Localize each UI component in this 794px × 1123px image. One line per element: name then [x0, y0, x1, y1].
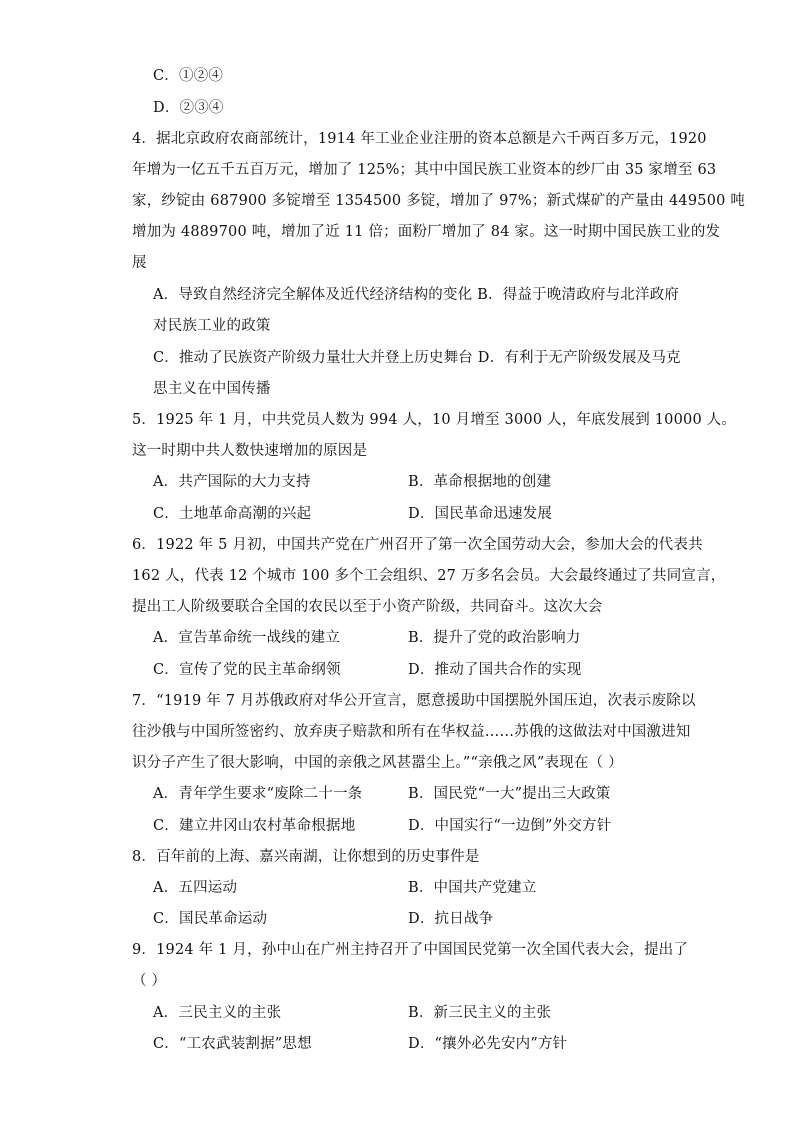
q4-stem-line-1: 4．据北京政府农商部统计，1914 年工业企业注册的资本总额是六千两百多万元，1920 [132, 131, 707, 147]
q9-stem-line-1: 9．1924 年 1 月，孙中山在广州主持召开了中国国民党第一次全国代表大会，提出了 [132, 942, 689, 958]
q8-option-d: D．抗日战争 [408, 911, 494, 927]
q4-stem-line-5: 展 [132, 255, 147, 271]
q8-option-c: C．国民革命运动 [153, 911, 268, 927]
q4-stem-line-3: 家，纱锭由 687900 多锭增至 1354500 多锭，增加了 97%；新式煤矿的产量由 449500 吨 [132, 193, 746, 209]
q6-stem-line-1: 6．1922 年 5 月初，中国共产党在广州召开了第一次全国劳动大会，参加大会的代表共 [132, 537, 703, 553]
q6-option-d: D．推动了国共合作的实现 [408, 662, 582, 678]
q6-stem-line-3: 提出工人阶级要联合全国的农民以至于小资产阶级，共同奋斗。这次大会 [132, 599, 603, 615]
q6-stem-line-2: 162 人，代表 12 个城市 100 多个工会组织、27 万多名会员。大会最终通过了共同宣言， [132, 568, 726, 584]
q7-stem-line-2: 往沙俄与中国所签密约、放弃庚子赔款和所有在华权益……苏俄的这做法对中国激进知 [132, 724, 691, 740]
q7-option-b: B．国民党“一大”提出三大政策 [408, 786, 611, 802]
q8-option-a: A．五四运动 [153, 880, 238, 896]
q4-stem-line-4: 增加为 4889700 吨，增加了近 11 倍；面粉厂增加了 84 家。这一时期中国民族工业的发 [132, 224, 721, 240]
q8-stem-line-1: 8．百年前的上海、嘉兴南湖，让你想到的历史事件是 [132, 849, 480, 865]
q5-option-a: A．共产国际的大力支持 [153, 474, 311, 490]
q9-option-a: A．三民主义的主张 [153, 1005, 282, 1021]
q8-option-b: B．中国共产党建立 [408, 880, 537, 896]
q7-option-d: D．中国实行“一边倒”外交方针 [408, 818, 612, 834]
q4-option-cd-line-1: C．推动了民族资产阶级力量壮大并登上历史舞台 D．有利于无产阶级发展及马克 [153, 350, 681, 366]
q5-option-c: C．土地革命高潮的兴起 [153, 506, 312, 522]
q9-stem-line-2: （ ） [132, 973, 167, 989]
q9-option-d: D．“攘外必先安内”方针 [408, 1036, 568, 1052]
q3-option-c: C．①②④ [153, 68, 224, 84]
q5-stem-line-1: 5．1925 年 1 月，中共党员人数为 994 人，10 月增至 3000 人，年底发展到 10000 人。 [132, 412, 737, 428]
q4-option-ab-line-2: 对民族工业的政策 [153, 318, 271, 334]
q6-option-b: B．提升了党的政治影响力 [408, 630, 581, 646]
q5-option-b: B．革命根据地的创建 [408, 474, 552, 490]
q4-option-cd-line-2: 思主义在中国传播 [153, 381, 271, 397]
q4-stem-line-2: 年增为一亿五千五百万元，增加了 125%；其中中国民族工业资本的纱厂由 35 家增至 63 [132, 162, 717, 178]
q5-option-d: D．国民革命迅速发展 [408, 506, 553, 522]
q7-stem-line-3: 识分子产生了很大影响，中国的亲俄之风甚嚣尘上。”“亲俄之风”表现在（ ） [132, 755, 623, 771]
q9-option-c: C．“工农武装割据”思想 [153, 1036, 312, 1052]
q7-stem-line-1: 7．“1919 年 7 月苏俄政府对华公开宣言，愿意援助中国摆脱外国压迫，次表示废除以 [132, 693, 696, 709]
q6-option-a: A．宣告革命统一战线的建立 [153, 630, 341, 646]
q4-option-ab-line-1: A．导致自然经济完全解体及近代经济结构的变化 B．得益于晚清政府与北洋政府 [153, 287, 680, 303]
q5-stem-line-2: 这一时期中共人数快速增加的原因是 [132, 443, 368, 459]
q3-option-d: D．②③④ [153, 100, 224, 116]
q9-option-b: B．新三民主义的主张 [408, 1005, 552, 1021]
q7-option-c: C．建立井冈山农村革命根据地 [153, 818, 356, 834]
q6-option-c: C．宣传了党的民主革命纲领 [153, 662, 341, 678]
q7-option-a: A．青年学生要求“废除二十一条 [153, 786, 363, 802]
